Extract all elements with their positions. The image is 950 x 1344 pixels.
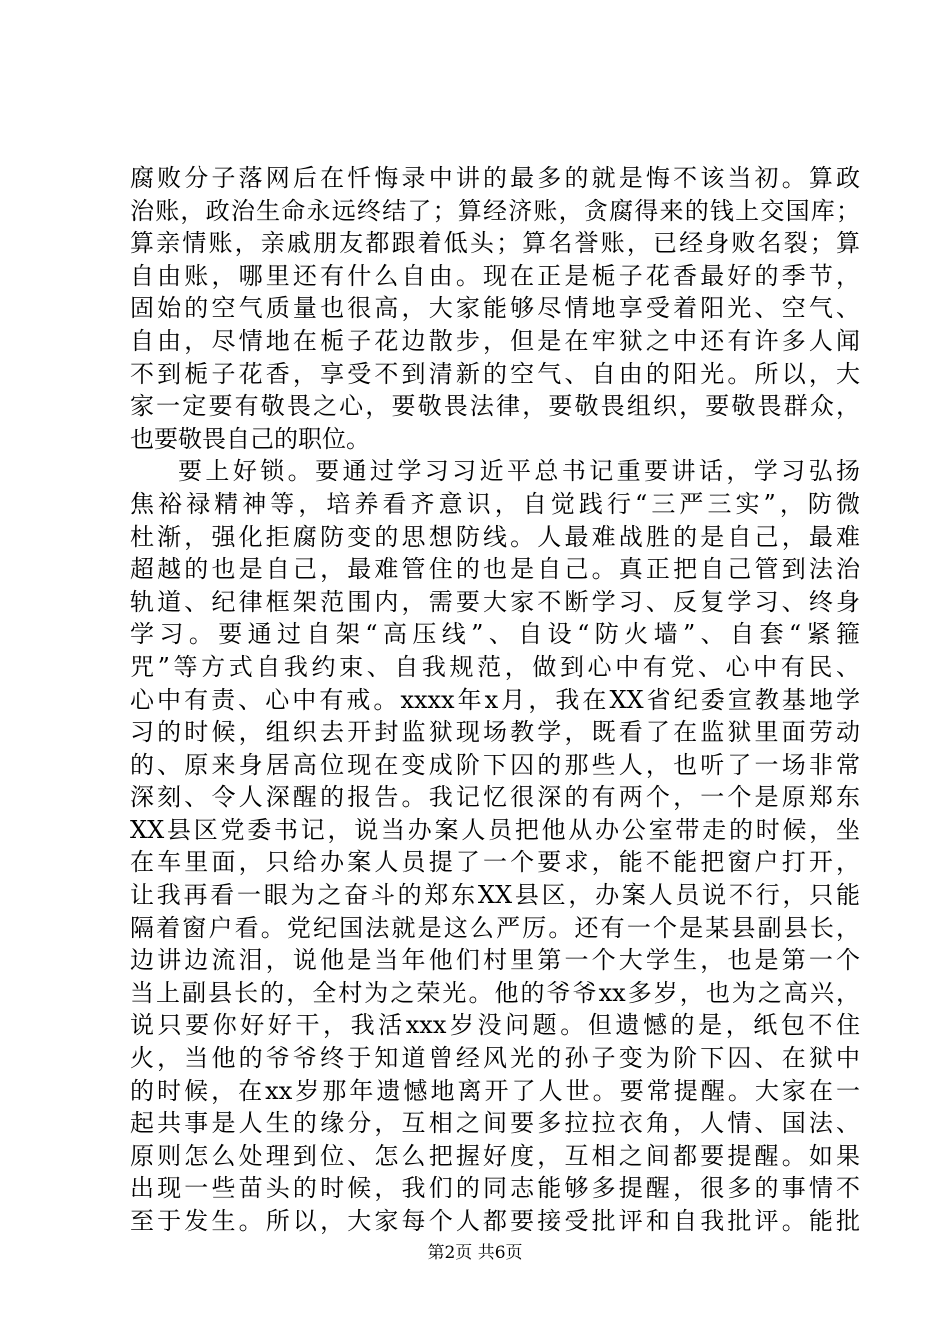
text-line: 心中有责、心中有戒。xxxx年x月，我在XX省纪委宣教基地学 [130, 685, 860, 714]
text-line: 固始的空气质量也很高，大家能够尽情地享受着阳光、空气、 [130, 294, 860, 323]
text-line: 要上好锁。要通过学习习近平总书记重要讲话，学习弘扬 [178, 457, 860, 486]
text-line: 出现一些苗头的时候，我们的同志能够多提醒，很多的事情不 [130, 1174, 860, 1203]
body-text [130, 162, 860, 1238]
text-line: 轨道、纪律框架范围内，需要大家不断学习、反复学习、终身 [130, 587, 860, 616]
text-line: 起共事是人生的缘分，互相之间要多拉拉衣角，人情、国法、 [130, 1109, 860, 1138]
text-line: 也要敬畏自己的职位。 [130, 424, 370, 453]
text-line: 腐败分子落网后在忏悔录中讲的最多的就是悔不该当初。算政 [130, 164, 860, 192]
text-line: 让我再看一眼为之奋斗的郑东XX县区，办案人员说不行，只能 [130, 881, 860, 910]
text-line: 咒”等方式自我约束、自我规范，做到心中有党、心中有民、 [130, 652, 860, 681]
text-line: 原则怎么处理到位、怎么把握好度，互相之间都要提醒。如果 [130, 1141, 860, 1170]
text-line: 杜渐，强化拒腐防变的思想防线。人最难战胜的是自己，最难 [130, 522, 860, 551]
text-line: 隔着窗户看。党纪国法就是这么严厉。还有一个是某县副县长， [130, 913, 860, 942]
text-line: 家一定要有敬畏之心，要敬畏法律，要敬畏组织，要敬畏群众， [130, 392, 860, 421]
text-line: 当上副县长的，全村为之荣光。他的爷爷xx多岁，也为之高兴， [130, 978, 860, 1007]
page-number-footer: 第2页 共6页 [427, 1243, 523, 1263]
text-line: 治账，政治生命永远终结了；算经济账，贪腐得来的钱上交国库； [130, 196, 860, 225]
text-line: 火，当他的爷爷终于知道曾经风光的孙子变为阶下囚、在狱中 [130, 1044, 860, 1073]
text-line: 至于发生。所以，大家每个人都要接受批评和自我批评。能批 [130, 1207, 860, 1235]
text-line: 自由，尽情地在栀子花边散步，但是在牢狱之中还有许多人闻 [130, 326, 860, 355]
text-line: XX县区党委书记，说当办案人员把他从办公室带走的时候，坐 [130, 815, 860, 844]
text-line: 边讲边流泪，说他是当年他们村里第一个大学生，也是第一个 [130, 946, 860, 975]
text-line: 自由账，哪里还有什么自由。现在正是栀子花香最好的季节， [130, 261, 860, 290]
text-line: 学习。要通过自架“高压线”、自设“防火墙”、自套“紧箍 [130, 620, 860, 649]
text-line: 深刻、令人深醒的报告。我记忆很深的有两个，一个是原郑东 [130, 783, 860, 812]
text-line: 算亲情账，亲戚朋友都跟着低头；算名誉账，已经身败名裂；算 [130, 229, 860, 258]
text-line: 习的时候，组织去开封监狱现场教学，既看了在监狱里面劳动 [130, 718, 860, 747]
text-line: 的、原来身居高位现在变成阶下囚的那些人，也听了一场非常 [130, 750, 860, 779]
text-line: 说只要你好好干，我活xxx岁没问题。但遗憾的是，纸包不住 [130, 1011, 860, 1040]
text-line: 在车里面，只给办案人员提了一个要求，能不能把窗户打开， [130, 848, 860, 877]
text-line: 不到栀子花香，享受不到清新的空气、自由的阳光。所以，大 [130, 359, 860, 388]
text-line: 的时候，在xx岁那年遗憾地离开了人世。要常提醒。大家在一 [130, 1076, 860, 1105]
text-line: 焦裕禄精神等，培养看齐意识，自觉践行“三严三实”，防微 [130, 489, 860, 518]
text-line: 超越的也是自己，最难管住的也是自己。真正把自己管到法治 [130, 555, 860, 584]
